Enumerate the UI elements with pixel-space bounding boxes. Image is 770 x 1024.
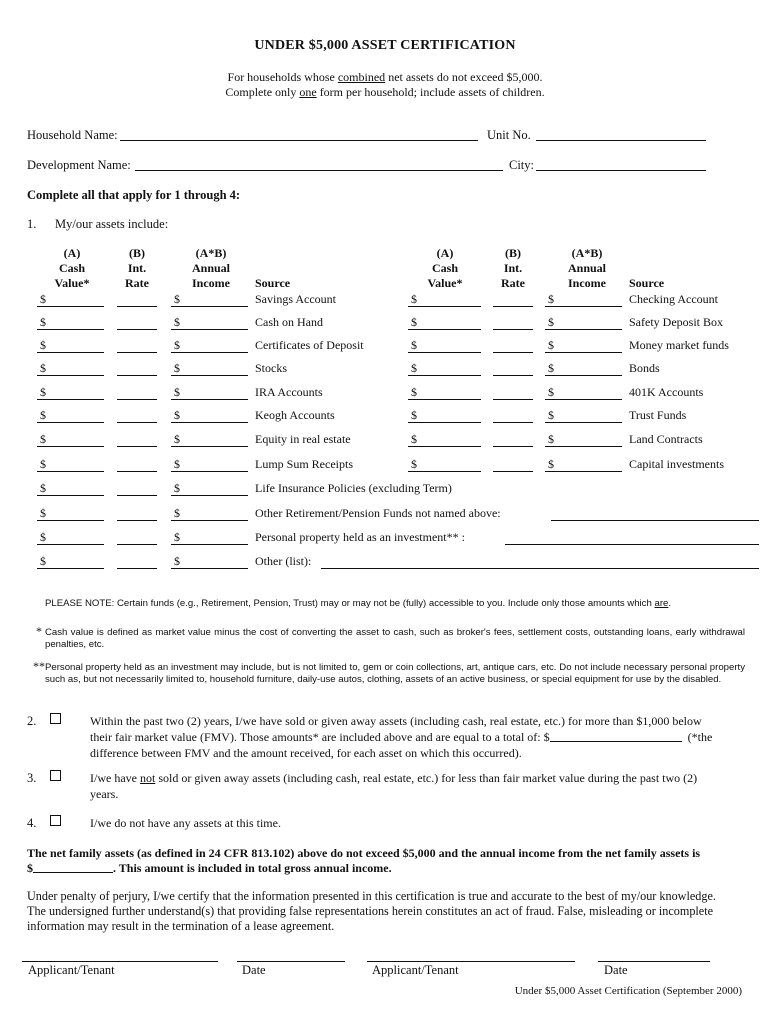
row-8-left-source-label: Lump Sum Receipts (255, 457, 353, 471)
row-6-right-source-label: Trust Funds (629, 408, 687, 422)
row-9-left-cash-value-field[interactable] (37, 481, 104, 496)
row-10-left-source-label: Other Retirement/Pension Funds not named above: (255, 506, 501, 520)
item-1-number: 1. (27, 217, 37, 231)
other-list-field[interactable] (321, 554, 759, 569)
header-annual-income-left: (A*B) Annual Income (191, 246, 231, 290)
row-8-right-source-label: Capital investments (629, 457, 724, 471)
row-7-left-int-rate-field[interactable] (117, 432, 157, 447)
row-6-left-int-rate-field[interactable] (117, 408, 157, 423)
row-6-left-cash-value-dollar-sign: $ (40, 408, 46, 422)
row-12-left-annual-income-field[interactable] (171, 554, 248, 569)
row-1-left-source-label: Savings Account (255, 292, 336, 306)
row-1-right-annual-income-dollar-sign: $ (548, 292, 554, 306)
item-4-checkbox[interactable] (50, 815, 61, 826)
row-1-right-annual-income-field[interactable] (545, 292, 622, 307)
row-8-left-annual-income-dollar-sign: $ (174, 457, 180, 471)
item-2-number: 2. (27, 714, 37, 728)
applicant-2-signature-line[interactable] (367, 961, 575, 962)
row-9-left-annual-income-field[interactable] (171, 481, 248, 496)
row-5-left-annual-income-dollar-sign: $ (174, 385, 180, 399)
row-7-left-cash-value-field[interactable] (37, 432, 104, 447)
header-source-left: Source (255, 276, 291, 290)
row-4-right-cash-value-dollar-sign: $ (411, 361, 417, 375)
row-4-right-int-rate-field[interactable] (493, 361, 533, 376)
row-1-left-int-rate-field[interactable] (117, 292, 157, 307)
personal-property-footnote-mark: ** (33, 659, 45, 673)
date-1-line[interactable] (237, 961, 345, 962)
net-assets-line-1: The net family assets (as defined in 24 CFR 813.102) above do not exceed $5,000 and the annual income from the net family assets is (27, 846, 701, 860)
row-3-right-int-rate-field[interactable] (493, 338, 533, 353)
row-6-left-source-label: Keogh Accounts (255, 408, 335, 422)
row-4-left-cash-value-dollar-sign: $ (40, 361, 46, 375)
row-9-left-cash-value-dollar-sign: $ (40, 481, 46, 495)
date-1-label: Date (242, 963, 266, 977)
row-8-right-cash-value-dollar-sign: $ (411, 457, 417, 471)
certification-line-2: The undersigned further understand(s) that providing false representations herein constitutes an act of fraud. False, misleading or incomplete (27, 904, 714, 918)
row-7-right-cash-value-dollar-sign: $ (411, 432, 417, 446)
row-5-right-int-rate-field[interactable] (493, 385, 533, 400)
row-1-right-int-rate-field[interactable] (493, 292, 533, 307)
row-1-right-cash-value-dollar-sign: $ (411, 292, 417, 306)
item-2-line-3: difference between FMV and the amount received, for each asset on which this occurred). (90, 746, 522, 760)
development-name-field[interactable] (135, 158, 503, 171)
header-source-right: Source (629, 276, 665, 290)
item-2-checkbox[interactable] (50, 713, 61, 724)
row-6-right-cash-value-field[interactable] (408, 408, 481, 423)
row-7-right-cash-value-field[interactable] (408, 432, 481, 447)
personal-property-field[interactable] (505, 530, 759, 545)
row-3-left-cash-value-field[interactable] (37, 338, 104, 353)
row-7-right-annual-income-field[interactable] (545, 432, 622, 447)
footer-form-id: Under $5,000 Asset Certification (September 2000) (514, 985, 742, 997)
applicant-1-label: Applicant/Tenant (28, 963, 115, 977)
item-2-line-2: their fair market value (FMV). Those amounts* are included above and are equal to a total of: $ (*the (90, 730, 713, 744)
row-3-left-annual-income-field[interactable] (171, 338, 248, 353)
row-2-right-source-label: Safety Deposit Box (629, 315, 723, 329)
header-int-rate-right: (B) Int. Rate (501, 246, 525, 290)
row-2-right-cash-value-field[interactable] (408, 315, 481, 330)
row-12-left-cash-value-field[interactable] (37, 554, 104, 569)
row-5-right-cash-value-field[interactable] (408, 385, 481, 400)
row-3-right-annual-income-dollar-sign: $ (548, 338, 554, 352)
row-5-left-cash-value-field[interactable] (37, 385, 104, 400)
intro-line-1: For households whose combined net assets do not exceed $5,000. (227, 70, 543, 84)
date-2-line[interactable] (598, 961, 710, 962)
row-11-left-source-label: Personal property held as an investment** : (255, 530, 465, 544)
row-6-right-int-rate-field[interactable] (493, 408, 533, 423)
row-12-left-annual-income-dollar-sign: $ (174, 554, 180, 568)
row-2-left-annual-income-dollar-sign: $ (174, 315, 180, 329)
row-5-left-annual-income-field[interactable] (171, 385, 248, 400)
city-field[interactable] (536, 158, 706, 171)
cash-value-footnote-mark: * (36, 624, 42, 638)
please-note: PLEASE NOTE: Certain funds (e.g., Retirement, Pension, Trust) may or may not be (fully) accessible to you. Include only those amounts which are. (45, 598, 672, 609)
row-4-left-annual-income-dollar-sign: $ (174, 361, 180, 375)
cash-value-footnote: Cash value is defined as market value minus the cost of converting the asset to cash, such as broker's fees, settlement costs, outstanding loans, early withdrawal penalties, etc. (45, 627, 745, 650)
header-cash-value-right: (A) Cash Value* (427, 246, 463, 290)
row-7-right-int-rate-field[interactable] (493, 432, 533, 447)
row-7-left-source-label: Equity in real estate (255, 432, 351, 446)
row-1-left-cash-value-dollar-sign: $ (40, 292, 46, 306)
unit-no-field[interactable] (536, 128, 706, 141)
certification-line-3: information may result in the termination of a lease agreement. (27, 919, 335, 933)
row-5-left-cash-value-dollar-sign: $ (40, 385, 46, 399)
row-6-right-annual-income-field[interactable] (545, 408, 622, 423)
row-3-right-cash-value-field[interactable] (408, 338, 481, 353)
row-4-left-int-rate-field[interactable] (117, 361, 157, 376)
row-5-left-int-rate-field[interactable] (117, 385, 157, 400)
row-3-left-int-rate-field[interactable] (117, 338, 157, 353)
row-4-right-annual-income-dollar-sign: $ (548, 361, 554, 375)
header-int-rate-left: (B) Int. Rate (125, 246, 149, 290)
row-5-right-annual-income-field[interactable] (545, 385, 622, 400)
unit-no-label: Unit No. (487, 128, 531, 142)
header-cash-value-left: (A) Cash Value* (54, 246, 90, 290)
row-9-left-int-rate-field[interactable] (117, 481, 157, 496)
row-7-left-annual-income-dollar-sign: $ (174, 432, 180, 446)
certification-line-1: Under penalty of perjury, I/we certify that the information presented in this certification is true and accurate to the best of my/our knowledge. (27, 889, 716, 903)
net-assets-amount-field[interactable] (33, 860, 113, 873)
row-1-right-cash-value-field[interactable] (408, 292, 481, 307)
row-4-right-annual-income-field[interactable] (545, 361, 622, 376)
row-1-left-annual-income-field[interactable] (171, 292, 248, 307)
row-2-left-cash-value-field[interactable] (37, 315, 104, 330)
net-assets-line-2: $ . This amount is included in total gross annual income. (27, 861, 392, 875)
row-1-left-cash-value-field[interactable] (37, 292, 104, 307)
row-6-right-annual-income-dollar-sign: $ (548, 408, 554, 422)
intro-line-2: Complete only one form per household; include assets of children. (225, 85, 545, 99)
row-10-left-annual-income-dollar-sign: $ (174, 506, 180, 520)
item-3-line-2: years. (90, 787, 119, 801)
fmv-total-field[interactable] (550, 729, 682, 742)
row-2-right-annual-income-dollar-sign: $ (548, 315, 554, 329)
row-2-right-cash-value-dollar-sign: $ (411, 315, 417, 329)
row-6-left-annual-income-dollar-sign: $ (174, 408, 180, 422)
row-1-right-source-label: Checking Account (629, 292, 718, 306)
row-5-right-annual-income-dollar-sign: $ (548, 385, 554, 399)
row-3-left-source-label: Certificates of Deposit (255, 338, 364, 352)
row-7-right-annual-income-dollar-sign: $ (548, 432, 554, 446)
item-1-label: My/our assets include: (55, 217, 169, 231)
row-8-right-annual-income-field[interactable] (545, 457, 622, 472)
item-3-checkbox[interactable] (50, 770, 61, 781)
row-6-left-annual-income-field[interactable] (171, 408, 248, 423)
row-6-right-cash-value-dollar-sign: $ (411, 408, 417, 422)
other-retirement-field[interactable] (551, 506, 759, 521)
row-1-left-annual-income-dollar-sign: $ (174, 292, 180, 306)
header-annual-income-right: (A*B) Annual Income (567, 246, 607, 290)
row-7-right-source-label: Land Contracts (629, 432, 703, 446)
row-11-left-annual-income-dollar-sign: $ (174, 530, 180, 544)
row-8-left-annual-income-field[interactable] (171, 457, 248, 472)
row-5-right-source-label: 401K Accounts (629, 385, 704, 399)
row-8-left-int-rate-field[interactable] (117, 457, 157, 472)
row-3-right-source-label: Money market funds (629, 338, 729, 352)
row-5-right-cash-value-dollar-sign: $ (411, 385, 417, 399)
household-name-field[interactable] (120, 128, 478, 141)
row-3-right-annual-income-field[interactable] (545, 338, 622, 353)
row-10-left-cash-value-field[interactable] (37, 506, 104, 521)
date-2-label: Date (604, 963, 628, 977)
row-12-left-source-label: Other (list): (255, 554, 312, 568)
row-2-left-annual-income-field[interactable] (171, 315, 248, 330)
row-8-right-cash-value-field[interactable] (408, 457, 481, 472)
development-name-label: Development Name: (27, 158, 131, 172)
row-3-right-cash-value-dollar-sign: $ (411, 338, 417, 352)
row-10-left-cash-value-dollar-sign: $ (40, 506, 46, 520)
row-5-left-source-label: IRA Accounts (255, 385, 323, 399)
item-4-text: I/we do not have any assets at this time. (90, 816, 281, 830)
row-8-left-cash-value-dollar-sign: $ (40, 457, 46, 471)
row-3-left-annual-income-dollar-sign: $ (174, 338, 180, 352)
row-8-right-annual-income-dollar-sign: $ (548, 457, 554, 471)
row-11-left-cash-value-field[interactable] (37, 530, 104, 545)
item-3-number: 3. (27, 771, 37, 785)
item-3-line-1: I/we have not sold or given away assets (including cash, real estate, etc.) for less than fair market value during the past two (2) (90, 771, 698, 785)
row-12-left-cash-value-dollar-sign: $ (40, 554, 46, 568)
row-11-left-cash-value-dollar-sign: $ (40, 530, 46, 544)
row-2-right-annual-income-field[interactable] (545, 315, 622, 330)
personal-property-footnote: Personal property held as an investment may include, but is not limited to, gem or coin collections, art, antique cars, etc. Do not include necessary personal property such as, but not necessarily limited to, household furniture, daily-use autos, clothing, assets of an active business, or special equipment for use by the disabled. (45, 662, 745, 685)
row-12-left-int-rate-field[interactable] (117, 554, 157, 569)
row-8-right-int-rate-field[interactable] (493, 457, 533, 472)
instruction: Complete all that apply for 1 through 4: (27, 188, 241, 202)
row-2-left-cash-value-dollar-sign: $ (40, 315, 46, 329)
applicant-2-label: Applicant/Tenant (372, 963, 459, 977)
row-7-left-cash-value-dollar-sign: $ (40, 432, 46, 446)
row-9-left-source-label: Life Insurance Policies (excluding Term) (255, 481, 452, 495)
row-10-left-annual-income-field[interactable] (171, 506, 248, 521)
item-2-line-1: Within the past two (2) years, I/we have sold or given away assets (including cash, real estate, etc.) for more than $1,000 below (90, 714, 702, 728)
household-name-label: Household Name: (27, 128, 118, 142)
applicant-1-signature-line[interactable] (22, 961, 218, 962)
row-7-left-annual-income-field[interactable] (171, 432, 248, 447)
row-4-left-source-label: Stocks (255, 361, 288, 375)
row-2-right-int-rate-field[interactable] (493, 315, 533, 330)
row-4-right-source-label: Bonds (629, 361, 660, 375)
row-8-left-cash-value-field[interactable] (37, 457, 104, 472)
row-4-right-cash-value-field[interactable] (408, 361, 481, 376)
row-3-left-cash-value-dollar-sign: $ (40, 338, 46, 352)
row-11-left-annual-income-field[interactable] (171, 530, 248, 545)
row-11-left-int-rate-field[interactable] (117, 530, 157, 545)
row-2-left-int-rate-field[interactable] (117, 315, 157, 330)
form-title: UNDER $5,000 ASSET CERTIFICATION (254, 38, 516, 53)
row-9-left-annual-income-dollar-sign: $ (174, 481, 180, 495)
row-6-left-cash-value-field[interactable] (37, 408, 104, 423)
row-10-left-int-rate-field[interactable] (117, 506, 157, 521)
item-4-number: 4. (27, 816, 37, 830)
row-2-left-source-label: Cash on Hand (255, 315, 323, 329)
city-label: City: (509, 158, 535, 172)
row-4-left-cash-value-field[interactable] (37, 361, 104, 376)
row-4-left-annual-income-field[interactable] (171, 361, 248, 376)
